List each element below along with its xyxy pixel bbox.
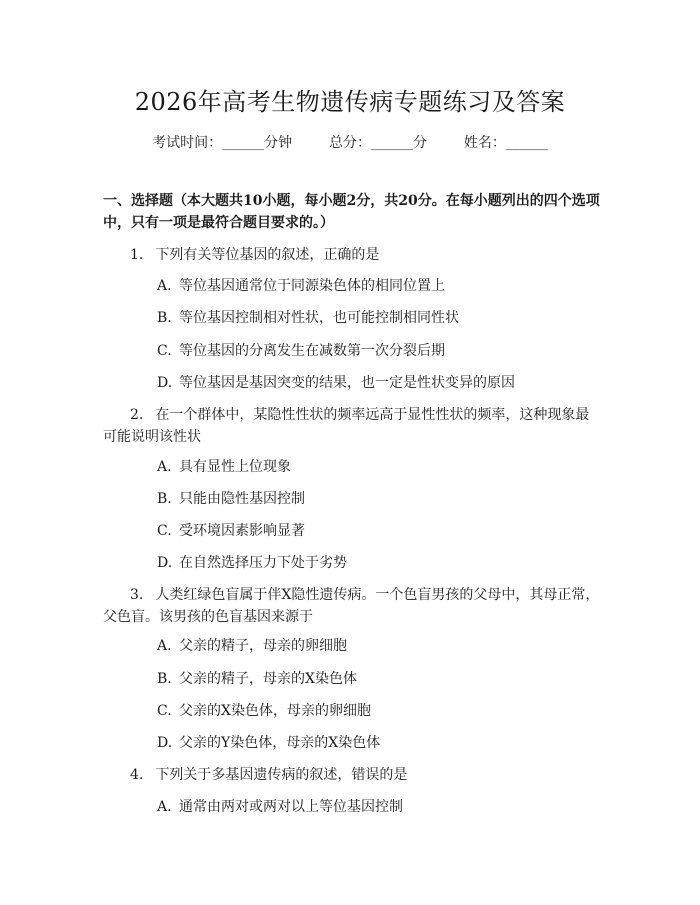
section-heading: 一、选择题（本大题共10小题，每小题2分，共20分。在每小题列出的四个选项中，只有一项是最符合题目要求的。） [103,193,600,231]
question-stem [103,404,603,448]
question-stem [103,764,603,786]
question-text: 人类红绿色盲属于伴X隐性遗传病。一个色盲男孩的父母中，其母正常，父色盲。该男孩的色盲基因来源于 [103,587,600,625]
option-item [157,341,597,361]
option-letter: D. [157,735,173,751]
question-number: 4. [130,767,144,783]
option-letter: D. [157,555,173,571]
option-item [157,308,597,328]
question-stem [103,584,603,628]
option-letter: B. [157,491,172,507]
name-field: 姓名：______ [463,135,548,151]
option-text: 等位基因控制相对性状，也可能控制相同性状 [179,310,459,326]
option-letter: A. [157,638,172,654]
option-item [157,457,597,477]
page-title: 2026年高考生物遗传病专题练习及答案 [134,88,566,116]
option-letter: C. [157,523,172,539]
option-letter: C. [157,703,172,719]
exam-meta [0,132,700,152]
option-item [157,276,597,296]
option-item [157,553,597,573]
option-text: 父亲的Y染色体，母亲的X染色体 [179,735,381,751]
question-number: 1. [130,247,144,263]
question-stem [103,244,603,266]
question-text: 下列有关等位基因的叙述，正确的是 [155,247,380,263]
option-item [157,636,597,656]
option-item [157,373,597,393]
option-item [157,489,597,509]
option-text: 等位基因通常位于同源染色体的相同位置上 [179,278,445,294]
option-text: 等位基因是基因突变的结果，也一定是性状变异的原因 [179,375,515,391]
option-item [157,521,597,541]
option-letter: A. [157,799,172,815]
option-item [157,669,597,689]
option-text: 只能由隐性基因控制 [179,491,305,507]
option-text: 在自然选择压力下处于劣势 [179,555,347,571]
option-item [157,733,597,753]
question-text: 在一个群体中，某隐性性状的频率远高于显性性状的频率，这种现象最可能说明该性状 [103,407,590,445]
option-letter: A. [157,459,172,475]
option-text: 通常由两对或两对以上等位基因控制 [179,799,403,815]
question-number: 3. [130,587,144,603]
score-field: 总分：______分 [329,135,427,151]
option-text: 具有显性上位现象 [179,459,291,475]
question-text: 下列关于多基因遗传病的叙述，错误的是 [155,767,408,783]
option-letter: D. [157,375,173,391]
option-text: 父亲的X染色体，母亲的卵细胞 [179,703,371,719]
time-field: 考试时间：______分钟 [152,135,293,151]
option-letter: A. [157,278,172,294]
option-letter: B. [157,310,172,326]
option-text: 父亲的精子，母亲的X染色体 [179,671,357,687]
option-letter: C. [157,343,172,359]
option-item [157,701,597,721]
option-letter: B. [157,671,172,687]
option-text: 父亲的精子，母亲的卵细胞 [179,638,347,654]
option-item [157,797,597,817]
option-text: 受环境因素影响显著 [179,523,305,539]
question-number: 2. [130,407,144,423]
option-text: 等位基因的分离发生在减数第一次分裂后期 [179,343,445,359]
